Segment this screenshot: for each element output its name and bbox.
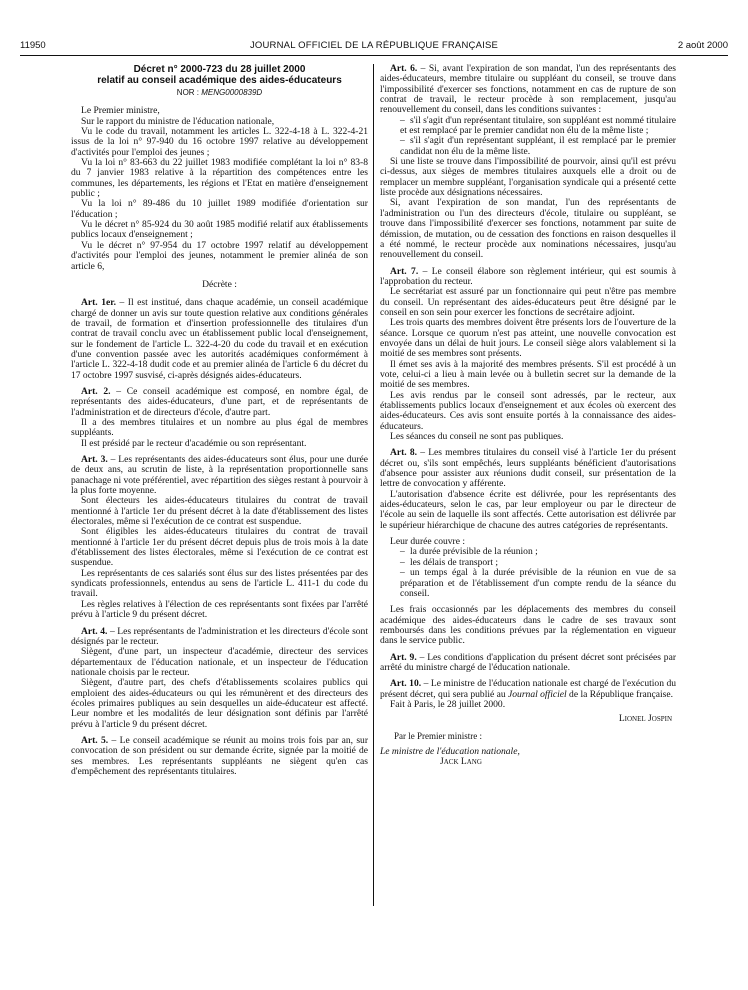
article-7-para: Les séances du conseil ne sont pas publiques. <box>390 431 564 443</box>
preamble-line: Sur le rapport du ministre de l'éducation nationale, <box>81 115 275 127</box>
article-8: Art. 8. – Les membres titulaires du conseil visé à l'article 1er du présent décret ou, s'ils sont empêchés, leurs suppléants bénéficient d'autorisations d'absence pour assister aux réunions dudit conseil, sur présentation de la lettre de convocation y afférente. <box>380 447 676 490</box>
article-3-para: Sont éligibles les aides-éducateurs titulaires du contrat de travail mentionné à l'article 1er du présent décret depuis plus de trois mois à la date d'établissement des listes électorales, même si l'exécution de ce contrat est suspendue. <box>71 526 368 569</box>
article-4-para: Siègent, d'autre part, des chefs d'établissements scolaires publics qui emploient des aides-éducateurs ou qui les rémunèrent et des directeurs des écoles primaires publiques au sein desquelles un aide-éducateur est affecté. Leur nombre et les modalités de leur désignation sont définis par l'arrêté prévu à l'article 9 du présent décret. <box>71 677 368 730</box>
decree-title: Décret n° 2000-723 du 28 juillet 2000 relatif au conseil académique des aides-éducateurs <box>97 64 342 86</box>
article-1: Art. 1er. – Il est institué, dans chaque académie, un conseil académique chargé de donner un avis sur toute question relative aux conditions générales de travail, de formation et d'insertion professionnelle des titulaires d'un contrat de travail conclu avec un établissement public local d'enseignement, sur le fondement de l'article L. 322-4-20 du code du travail et en exécution d'une convention passée avec les autorités académiques conformément à l'article L. 322-4-18 dudit code et au premier alinéa de l'article 6 du décret du 17 octobre 1997 susvisé, ci-après désignés aides-éducateurs. <box>71 297 368 381</box>
article-6: Art. 6. – Si, avant l'expiration de son mandat, l'un des représentants des aides-éducateurs, membre titulaire ou suppléant du conseil, se trouve dans l'impossibilité d'exercer ses fonctions, notamment en cas de rupture de son contrat de travail, le recteur procède à son remplacement, jusqu'au renouvellement du conseil, dans les conditions suivantes : <box>380 63 677 116</box>
article-5: Art. 5. – Le conseil académique se réunit au moins trois fois par an, sur convocation de son président ou sur demande écrite, signée par la moitié de ses membres. Les représentants suppléants ne siègent qu'en cas d'empêchement des représentants titulaires. <box>71 734 368 777</box>
preamble-line: Vu le décret n° 85-924 du 30 août 1985 modifié relatif aux établissements publics locaux d'enseignement ; <box>71 219 368 241</box>
article-7-para: Les trois quarts des membres doivent être présents lors de l'ouverture de la séance. Lorsque ce quorum n'est pas atteint, une nouvelle convocation est envoyée dans un délai de huit jours. Le conseil siège alors valablement si la moitié de ses membres sont présents. <box>380 317 676 360</box>
preamble-line: Vu la loi n° 83-663 du 22 juillet 1983 modifiée complétant la loi n° 83-8 du 7 janvier 1983 relative à la répartition des compétences entre les communes, les départements, les régions et l'Etat en matière d'enseignement public ; <box>71 157 368 200</box>
preamble-line: Vu le décret n° 97-954 du 17 octobre 1997 relatif au développement d'activités pour l'emploi des jeunes, notamment le premier alinéa de son article 6, <box>71 239 368 272</box>
dash-item: – s'il s'agit d'un représentant suppléant, il est remplacé par le premier candidat non élu de la même liste. <box>380 136 676 157</box>
page-number: 11950 <box>20 40 46 51</box>
nor-reference: NOR : MENG0000839D <box>176 88 263 97</box>
issue-date: 2 août 2000 <box>677 40 728 51</box>
article-3-para: Sont électeurs les aides-éducateurs titulaires du contrat de travail mentionné à l'article 1er du présent décret à la date d'établissement des listes électorales, même si l'exécution de ce contrat est suspendue. <box>71 495 368 528</box>
article-7-para: Le secrétariat est assuré par un fonctionnaire qui peut n'être pas membre du conseil. Un représentant des aides-éducateurs peut être désigné par le conseil en son sein pour exercer les fonctions de secrétaire adjoint. <box>380 286 676 318</box>
page-header <box>20 40 728 54</box>
article-2-para: Il a des membres titulaires et un nombre au plus égal de membres suppléants. <box>71 416 368 439</box>
minister-title: Le ministre de l'éducation nationale, <box>380 745 520 757</box>
article-10: Art. 10. – Le ministre de l'éducation nationale est chargé de l'exécution du présent décret, qui sera publié au Journal officiel de la République française. <box>380 678 676 700</box>
dash-item: – s'il s'agit d'un représentant titulaire, son suppléant est nommé titulaire et est remplacé par le premier candidat non élu de la même liste ; <box>380 116 676 137</box>
signer-name: Lionel Jospin <box>618 713 672 725</box>
article-8-para: Leur durée couvre : <box>390 536 466 548</box>
decrete-heading: Décrète : <box>202 278 237 290</box>
article-3: Art. 3. – Les représentants des aides-éducateurs sont élus, pour une durée de deux ans, au scrutin de liste, à la représentation proportionnelle sans panachage ni vote préférentiel, avec répartition des sièges restant à pourvoir à la plus forte moyenne. <box>71 454 368 497</box>
left-column <box>71 64 368 777</box>
preamble-line: Le Premier ministre, <box>81 105 160 117</box>
article-7-para: Il émet ses avis à la majorité des membres présents. S'il est procédé à un vote, celui-ci a lieu à main levée ou à bulletin secret sur la demande de la moitié de ses membres. <box>380 358 676 391</box>
article-4-para: Siègent, d'une part, un inspecteur d'académie, directeur des services départementaux de l'éducation nationale, et un inspecteur de l'éducation nationale choisis par le recteur. <box>71 646 368 678</box>
header-rule <box>20 55 728 56</box>
article-2: Art. 2. – Ce conseil académique est composé, en nombre égal, de représentants des aides-éducateurs, d'une part, et de représentants de l'administration et de directeurs d'école, d'autre part. <box>71 385 368 418</box>
article-8-para: L'autorisation d'absence écrite est délivrée, pour les représentants des aides-éducateurs, selon le cas, par leur employeur ou par le directeur de l'école au sein de laquelle ils sont affectés. Cette autorisation est délivrée par le supérieur hiérarchique de chacune des autres catégories de représentants. <box>380 488 676 531</box>
journal-title: JOURNAL OFFICIEL DE LA RÉPUBLIQUE FRANÇAISE <box>249 40 499 51</box>
signed-by-line: Par le Premier ministre : <box>394 730 482 741</box>
article-9: Art. 9. – Les conditions d'application du présent décret sont précisées par arrêté du ministre chargé de l'éducation nationale. <box>380 651 676 673</box>
article-6-para: Si une liste se trouve dans l'impossibilité de pourvoir, ainsi qu'il est prévu ci-dessus, aux sièges de membres titulaires auxquels elle a droit ou de remplacer un membre suppléant, l'organisation syndicale qui a présenté cette liste procède aux désignations nécessaires. <box>380 156 676 199</box>
minister-name: Jack Lang <box>440 756 482 768</box>
article-7-para: Les avis rendus par le conseil sont adressés, par le recteur, aux établissements publics locaux d'enseignement et aux écoles où exercent des aides-éducateurs. Ces avis sont ensuite portés à la connaissance des aides-éducateurs. <box>380 389 676 432</box>
article-8-para: Les frais occasionnés par les déplacements des membres du conseil académique des aides-éducateurs dans le cadre de ses travaux sont remboursés dans les conditions prévues par la réglementation en vigueur dans le service public. <box>380 604 676 647</box>
article-7: Art. 7. – Le conseil élabore son règlement intérieur, qui est soumis à l'approbation du recteur. <box>380 265 676 287</box>
article-3-para: Les règles relatives à l'élection de ces représentants sont fixées par l'arrêté prévu à l'article 9 du présent décret. <box>71 598 368 621</box>
article-6-para: Si, avant l'expiration de son mandat, l'un des représentants de l'administration ou l'un des directeurs d'école, titulaire ou suppléant, se trouve dans l'impossibilité d'exercer ses fonctions, notamment par suite de démission, de mutation, ou de cessation des fonctions en raison desquelles il a été nommé, le recteur procède aux nominations nécessaires, jusqu'au renouvellement du conseil. <box>380 197 676 261</box>
dash-item: – la durée prévisible de la réunion ; <box>380 547 676 557</box>
article-2-para: Il est présidé par le recteur d'académie ou son représentant. <box>81 437 307 449</box>
preamble-line: Vu la loi n° 89-486 du 10 juillet 1989 modifiée d'orientation sur l'éducation ; <box>71 198 368 220</box>
dash-item: – les délais de transport ; <box>380 558 676 568</box>
place-date: Fait à Paris, le 28 juillet 2000. <box>390 698 506 710</box>
preamble-line: Vu le code du travail, notamment les articles L. 322-4-18 à L. 322-4-21 issus de la loi n° 97-940 du 16 octobre 1997 relative au développement d'activités pour l'emploi des jeunes ; <box>71 126 368 158</box>
article-4: Art. 4. – Les représentants de l'administration et les directeurs d'école sont désignés par le recteur. <box>71 625 368 647</box>
dash-item: – un temps égal à la durée prévisible de la réunion en vue de sa préparation et de l'établissement d'un compte rendu de la séance du conseil. <box>380 568 676 599</box>
right-column <box>380 64 676 768</box>
column-divider <box>373 64 374 906</box>
article-3-para: Les représentants de ces salariés sont élus sur des listes présentées par des syndicats professionnels, entendus au sens de l'article L. 411-1 du code du travail. <box>71 567 368 600</box>
